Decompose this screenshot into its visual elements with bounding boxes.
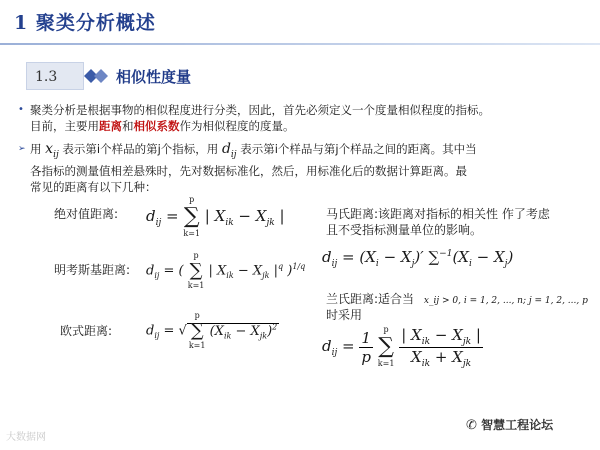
watermark-left: 大数据网 bbox=[6, 432, 46, 443]
text-segment: 和 bbox=[122, 119, 134, 133]
text-segment: 兰氏距离:适合当 bbox=[326, 292, 415, 306]
label-euclidean-distance: 欧式距离: bbox=[60, 324, 113, 338]
label-mahalanobis-1: 马氏距离:该距离对指标的相关性 作了考虑 bbox=[326, 207, 550, 221]
arrow-bullet-icon: ➢ bbox=[18, 144, 26, 154]
formula-lance: $d_{ij}$ = $\frac{1}{p}$ p ∑ k=1 $\frac{| X_{ik} - X_{jk} |}{X_{ik} + X_{jk}}$ bbox=[322, 325, 481, 369]
section-number: 1.3 bbox=[26, 62, 84, 90]
formula-minkowski: $d_{ij}$ = ( p ∑ k=1 | $X_{ik} - X_{jk}$ $|^q$ )$^{1/q}$ bbox=[146, 251, 306, 290]
xij-symbol: $x_{ij}$ bbox=[45, 141, 59, 160]
formula-euclidean: $d_{ij}$ = √ p ∑ k=1 $(X_{ik} - X_{jk})^2$ bbox=[146, 311, 278, 350]
text-segment: 表示第i个样品的第j个指标，用 bbox=[62, 142, 219, 156]
bullet-icon: • bbox=[18, 104, 24, 115]
bullet2-line1 bbox=[30, 141, 585, 163]
formula-absolute: $d_{ij}$ = p ∑ k=1 | $X_{ik} - X_{jk}$ | bbox=[146, 195, 285, 238]
label-minkowski-distance: 明考斯基距离: bbox=[54, 263, 131, 277]
text-segment: 目前，主要用 bbox=[30, 119, 99, 133]
page-title: 1 聚类分析概述 bbox=[14, 12, 156, 34]
bullet-paragraph-1 bbox=[18, 102, 585, 134]
label-lance-distance bbox=[326, 290, 588, 307]
text-segment: 用 bbox=[30, 142, 42, 156]
text-segment: 表示第i个样品与第j个样品之间的距离。其中当 bbox=[240, 142, 477, 156]
watermark-text: 智慧工程论坛 bbox=[481, 418, 554, 432]
bullet-paragraph-2 bbox=[18, 141, 585, 195]
bullet2-line3: 常见的距离有以下几种： bbox=[30, 179, 157, 194]
diamond-icon bbox=[76, 62, 114, 90]
section-title: 相似性度量 bbox=[116, 68, 192, 86]
label-lance-when: 时采用 bbox=[326, 308, 363, 322]
bullet1-line1: 聚类分析是根据事物的相似程度进行分类，因此，首先必须定义一个度量相似程度的指标。 bbox=[30, 103, 490, 117]
bullet1-line2 bbox=[30, 118, 585, 134]
dij-symbol: $d_{ij}$ bbox=[221, 141, 237, 160]
highlight-distance: 距离 bbox=[99, 119, 122, 133]
highlight-similarity: 相似系数 bbox=[133, 119, 180, 133]
wechat-icon: ✆ bbox=[466, 418, 477, 433]
lance-condition: x_ij > 0, i = 1, 2, ..., n; j = 1, 2, ..., p bbox=[423, 296, 588, 306]
text-segment: 作为相似程度的度量。 bbox=[179, 119, 295, 133]
label-absolute-distance: 绝对值距离: bbox=[54, 207, 119, 221]
bullet2-line2: 各指标的测量值相差悬殊时，先对数据标准化，然后，用标准化后的数据计算距离。最 bbox=[30, 163, 467, 178]
label-mahalanobis-2: 且不受指标测量单位的影响。 bbox=[326, 223, 483, 237]
formula-mahalanobis: $d_{ij} = (X_i - X_j)'$ $\sum^{-1}(X_i - X_j)$ bbox=[322, 248, 514, 269]
watermark-right bbox=[466, 416, 553, 433]
title-divider bbox=[0, 43, 600, 45]
